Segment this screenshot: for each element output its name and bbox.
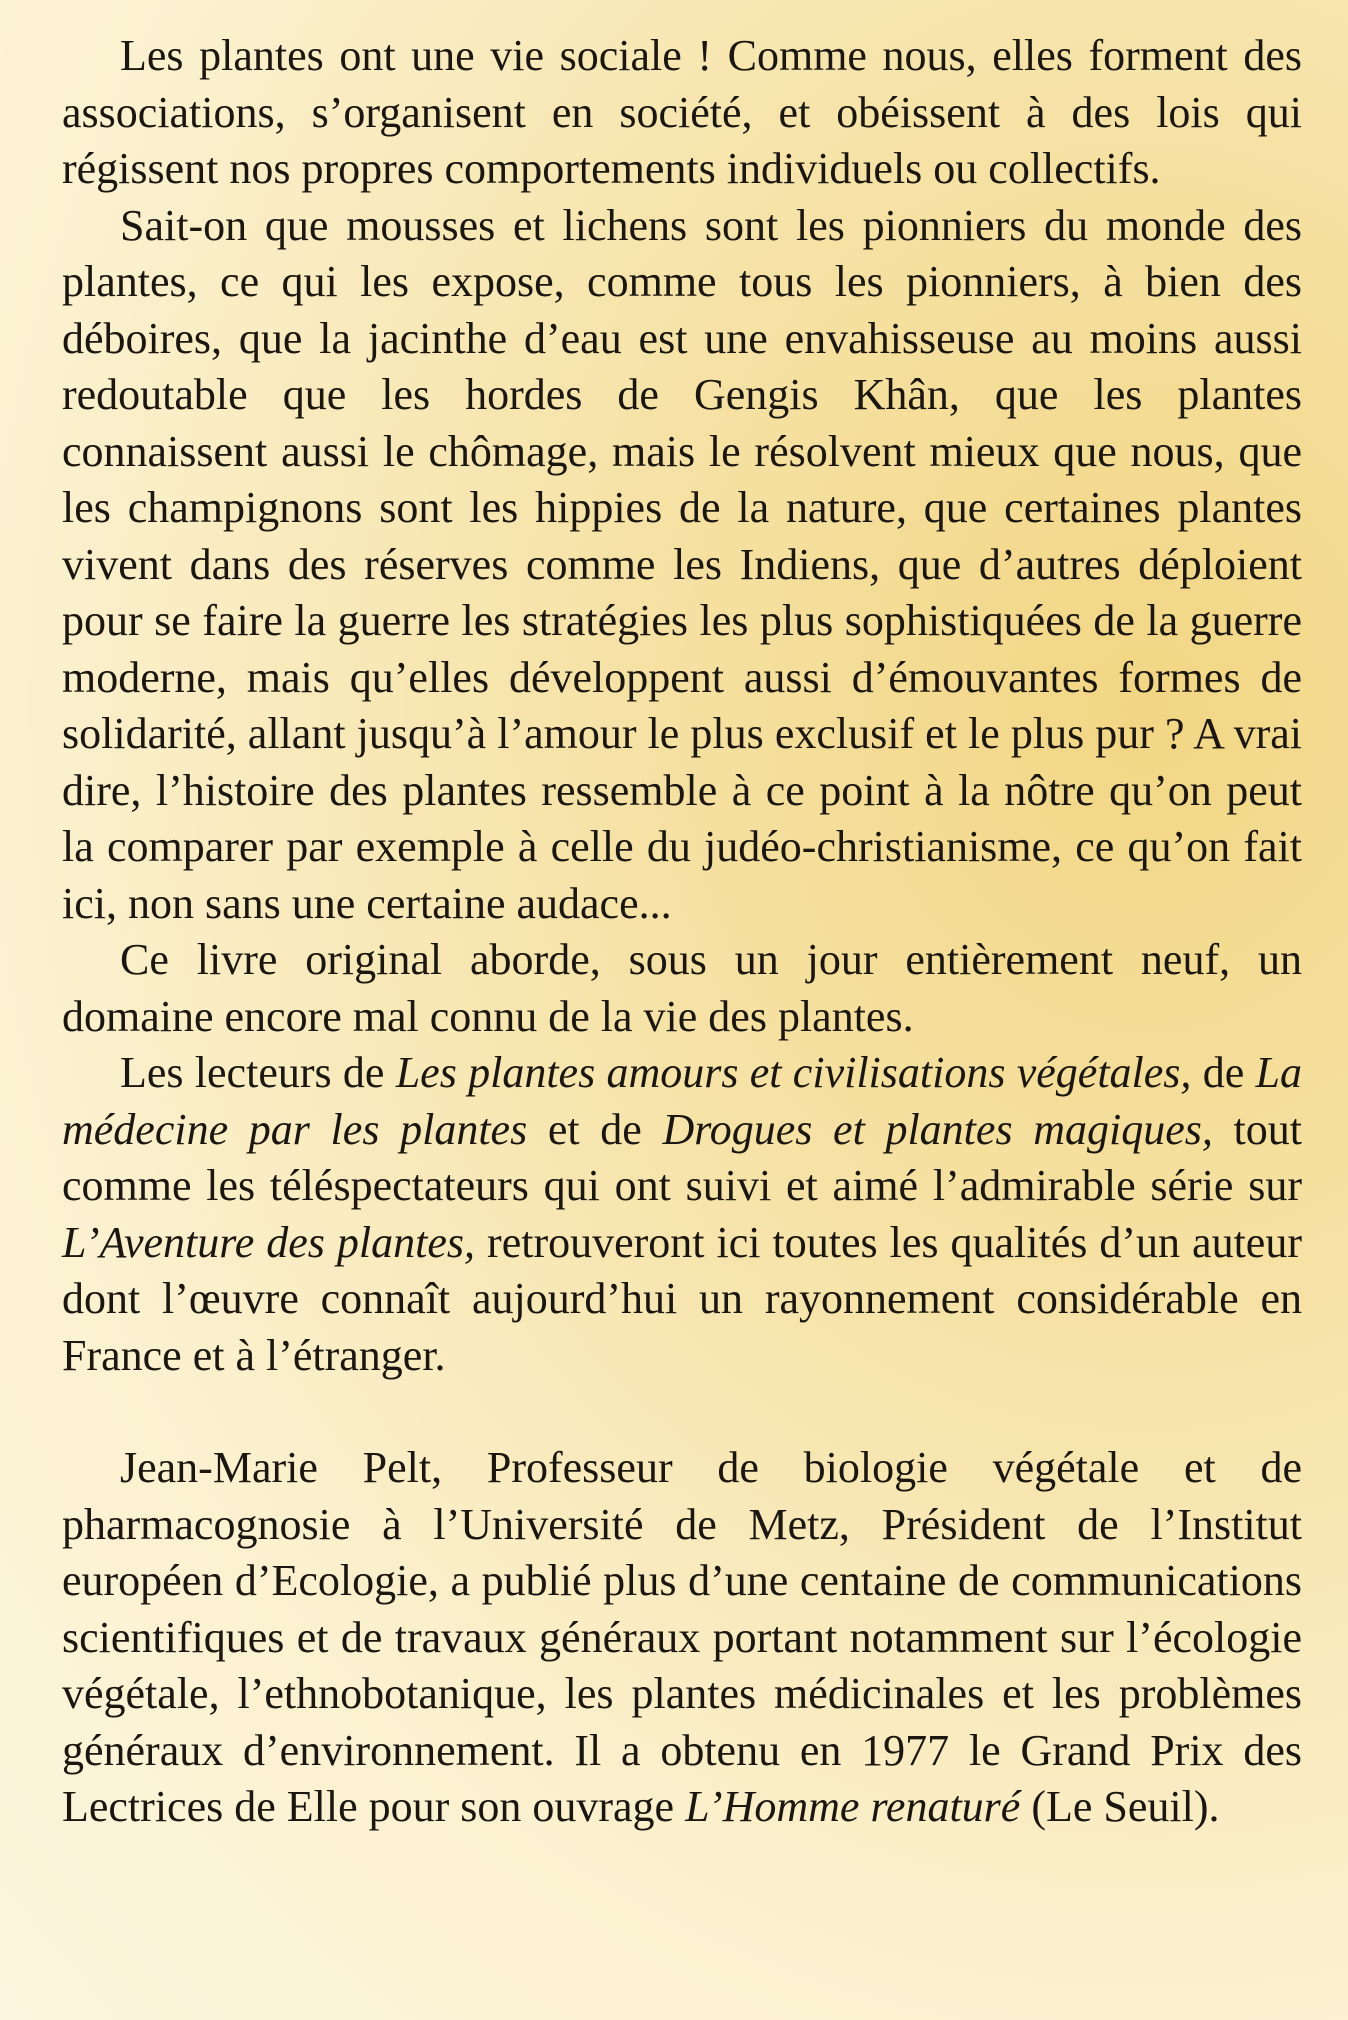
paragraph-questions: [62, 198, 1302, 933]
book-title-les-plantes: Les plantes amours et civilisations végétales,: [395, 1048, 1192, 1097]
readers-text-3: et de: [527, 1104, 663, 1154]
readers-text-4: tout comme les téléspectateurs qui ont suivi et aimé l’admirable série sur: [62, 1104, 1302, 1210]
series-title-aventure: L’Aventure des plantes,: [62, 1217, 476, 1267]
book-title-homme-renature: L’Homme renaturé: [685, 1782, 1021, 1831]
book-title-la-medecine: La médecine par les plantes: [62, 1048, 1303, 1154]
paragraph-author-bio: [62, 1440, 1302, 1836]
paragraph-readers: [62, 1045, 1302, 1384]
paragraph-gap: [62, 1384, 1302, 1440]
paragraph-intro: [62, 28, 1302, 198]
document-page: [62, 28, 1302, 1836]
paragraph-questions-text: Sait-on que mousses et lichens sont les pionniers du monde des plantes, ce qui les expose, comme tous les pionniers, à bien des déboires, que la jacinthe d’eau est une envahisseuse au moins aussi redoutable que les hordes de Gengis Khân, que les plantes connaissent aussi le chômage, mais le résolvent mieux que nous, que les champignons sont les hippies de la nature, que certaines plantes vivent dans des réserves comme les Indiens, que d’autres déploient pour se faire la guerre les stratégies les plus sophistiquées de la guerre moderne, mais qu’elles développent aussi d’émouvantes formes de solidarité, allant jusqu’à l’amour le plus exclusif et le plus pur ? A vrai dire, l’histoire des plantes ressemble à ce point à la nôtre qu’on peut la comparer par exemple à celle du judéo-christianisme, ce qu’on fait ici, non sans une certaine audace...: [62, 200, 1302, 928]
paragraph-book-summary: [62, 932, 1302, 1045]
author-bio-text-2: (Le Seuil).: [1020, 1782, 1220, 1831]
paragraph-book-summary-text: Ce livre original aborde, sous un jour entièrement neuf, un domaine encore mal connu de la vie des plantes.: [62, 935, 1302, 1041]
author-bio-text-1: Jean-Marie Pelt, Professeur de biologie végétale et de pharmacognosie à l’Université de Metz, Président de l’Institut européen d’Ecologie, a publié plus d’une centaine de communications scientifiques et de travaux généraux portant notamment sur l’écologie végétale, l’ethnobotanique, les plantes médicinales et les problèmes généraux d’environnement. Il a obtenu en 1977 le Grand Prix des Lectrices de Elle pour son ouvrage: [62, 1443, 1302, 1831]
readers-text-1: Les lecteurs de: [120, 1048, 396, 1097]
readers-text-5: retrouveront ici toutes les qualités d’un auteur dont l’œuvre connaît aujourd’hui un rayonnement considérable en France et à l’étranger.: [62, 1217, 1302, 1380]
book-title-drogues: Drogues et plantes magiques,: [662, 1104, 1213, 1154]
readers-text-2: de: [1191, 1048, 1256, 1097]
paragraph-intro-text: Les plantes ont une vie sociale ! Comme nous, elles forment des associations, s’organisent en société, et obéissent à des lois qui régissent nos propres comportements individuels ou collectifs.: [62, 31, 1302, 193]
